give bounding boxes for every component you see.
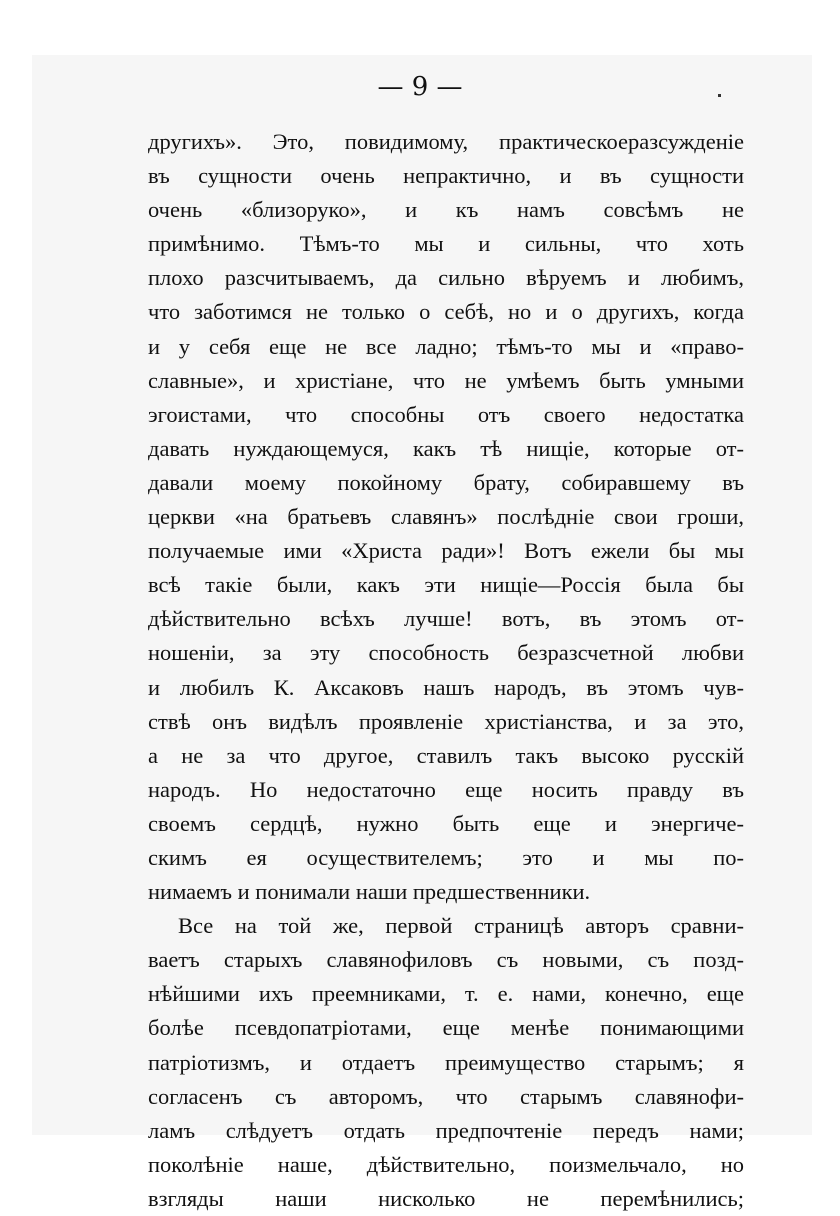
text-line: и любилъ К. Аксаковъ нашъ народъ, въ этомъ чув- xyxy=(148,674,744,700)
text-line: другихъ». Это, повидимому, практическоеразсужденіе xyxy=(148,129,744,154)
text-line: дѣйствительно всѣхъ лучше! вотъ, въ этомъ от- xyxy=(148,606,744,632)
page-number: — 9 — xyxy=(377,72,463,102)
text-line: ношеніи, за эту способность безразсчетной любви xyxy=(148,640,744,666)
text-line: нимаемъ и понимали наши предшественники. xyxy=(148,879,591,905)
text-line: всѣ такіе были, какъ эти нищіе—Россія была бы xyxy=(148,572,744,598)
text-line: эгоистами, что способны отъ своего недостатка xyxy=(148,401,744,427)
text-line: очень «близоруко», и къ намъ совсѣмъ не xyxy=(148,197,744,223)
paragraph-first-line: Все на той же, первой страницѣ авторъ сравни- xyxy=(178,913,744,939)
text-line: скимъ ея осуществителемъ; это и мы по- xyxy=(148,844,744,870)
text-line: и у себя еще не все ладно; тѣмъ-то мы и «право- xyxy=(148,333,744,359)
text-line: взгляды наши нисколько не перемѣнились; xyxy=(148,1185,744,1211)
text-line: ствѣ онъ видѣлъ проявленіе христіанства, и за это, xyxy=(148,708,744,734)
text-line: ваетъ старыхъ славянофиловъ съ новыми, съ позд- xyxy=(148,947,744,973)
text-line: получаемые ими «Христа ради»! Вотъ ежели бы мы xyxy=(148,538,744,564)
body-text xyxy=(148,125,744,1216)
text-line: давали моему покойному брату, собиравшему въ xyxy=(148,469,744,495)
text-line: согласенъ съ авторомъ, что старымъ славянофи- xyxy=(148,1083,744,1109)
print-speck xyxy=(718,94,721,97)
text-line: нѣйшими ихъ преемниками, т. е. нами, конечно, еще xyxy=(148,981,744,1007)
text-line: славные», и христіане, что не умѣемъ быть умными xyxy=(148,367,744,393)
text-line: народъ. Но недостаточно еще носить правду въ xyxy=(148,776,744,802)
text-line: патріотизмъ, и отдаетъ преимущество старымъ; я xyxy=(148,1049,744,1075)
text-line: давать нуждающемуся, какъ тѣ нищіе, которые от- xyxy=(148,435,744,461)
text-line: что заботимся не только о себѣ, но и о другихъ, когда xyxy=(148,299,744,325)
text-line: ламъ слѣдуетъ отдать предпочтеніе передъ нами; xyxy=(148,1117,744,1143)
text-line: церкви «на братьевъ славянъ» послѣдніе свои гроши, xyxy=(148,504,744,530)
text-line: своемъ сердцѣ, нужно быть еще и энергиче- xyxy=(148,810,744,836)
text-line: поколѣніе наше, дѣйствительно, поизмельчало, но xyxy=(148,1151,744,1177)
text-line: въ сущности очень непрактично, и въ сущности xyxy=(148,163,744,189)
text-line: болѣе псевдопатріотами, еще менѣе понимающими xyxy=(148,1015,744,1041)
text-line: а не за что другое, ставилъ такъ высоко русскій xyxy=(148,742,744,768)
text-line: примѣнимо. Тѣмъ-то мы и сильны, что хоть xyxy=(148,231,744,257)
text-line: плохо разсчитываемъ, да сильно вѣруемъ и любимъ, xyxy=(148,265,744,291)
